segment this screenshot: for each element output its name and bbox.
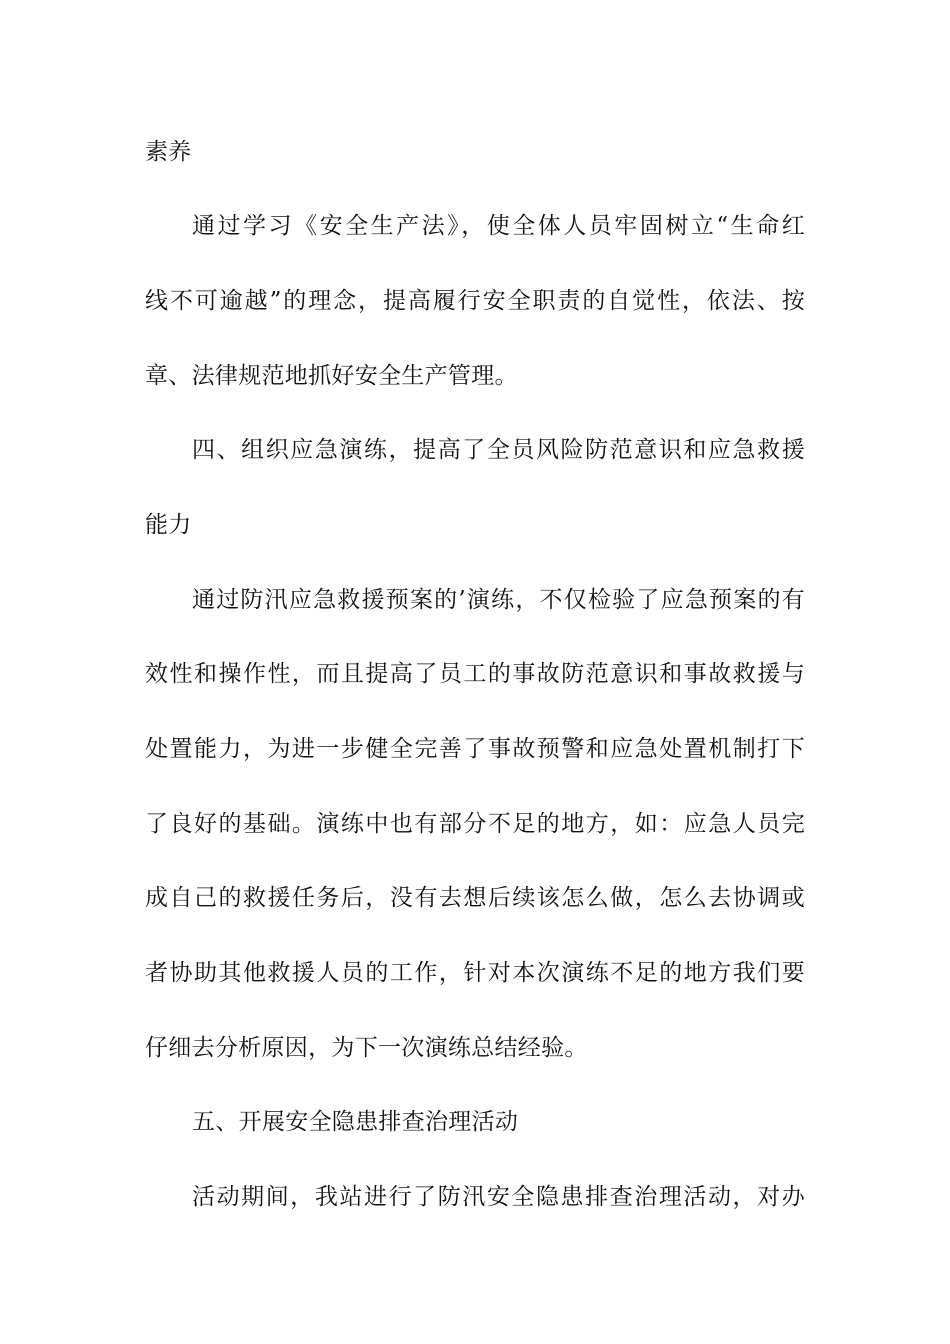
text-line: 处置能力，为进一步健全完善了事故预警和应急处置机制打下 — [145, 736, 805, 762]
section-heading: 五、开展安全隐患排查治理活动 — [192, 1109, 519, 1135]
text-line: 章、法律规范地抓好安全生产管理。 — [145, 363, 518, 389]
text-line: 通过学习《安全生产法》，使全体人员牢固树立“生命红 — [192, 213, 805, 239]
text-line: 成自己的救援任务后，没有去想后续该怎么做，怎么去协调或 — [145, 885, 805, 911]
text-line: 线不可逾越”的理念，提高履行安全职责的自觉性，依法、按 — [145, 288, 805, 314]
text-line: 了良好的基础。演练中也有部分不足的地方，如：应急人员完 — [145, 811, 805, 837]
section-heading: 四、组织应急演练，提高了全员风险防范意识和应急救援 — [192, 437, 805, 463]
text-line: 仔细去分析原因，为下一次演练总结经验。 — [145, 1035, 588, 1061]
section-heading-continued: 能力 — [145, 512, 192, 538]
text-line: 素养 — [145, 139, 192, 165]
text-line: 活动期间，我站进行了防汛安全隐患排查治理活动，对办 — [192, 1184, 805, 1210]
text-line: 效性和操作性，而且提高了员工的事故防范意识和事故救援与 — [145, 661, 805, 687]
text-line: 者协助其他救援人员的工作，针对本次演练不足的地方我们要 — [145, 960, 805, 986]
text-line: 通过防汛应急救援预案的’演练，不仅检验了应急预案的有 — [192, 587, 805, 613]
